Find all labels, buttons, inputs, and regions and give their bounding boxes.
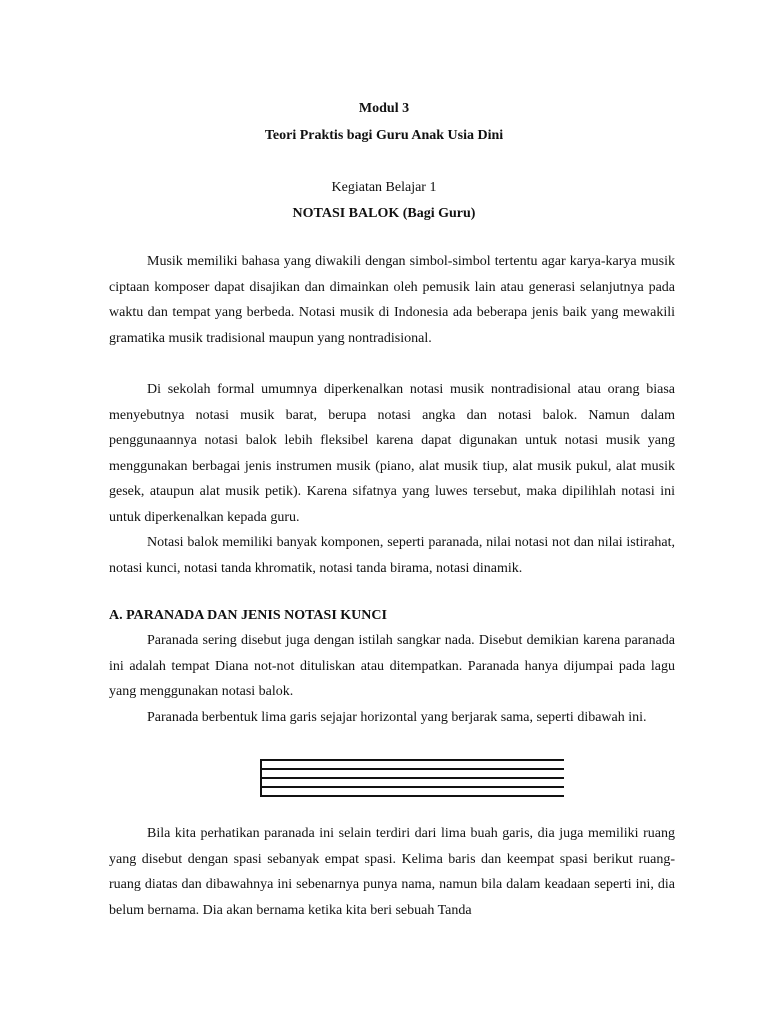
paragraph-intro: Musik memiliki bahasa yang diwakili dengan simbol-simbol tertentu agar karya-karya musik ciptaan komposer dapat disajikan dan dimainkan oleh pemusik lain atau generasi selanjutnya pada waktu dan tempat yang berbeda. Notasi musik di Indonesia ada beberapa jenis baik yang mewakili gramatika musik tradisional maupun yang nontradisional.	[109, 254, 675, 346]
staff-line	[260, 768, 564, 770]
staff-illustration	[260, 759, 564, 797]
activity-label: Kegiatan Belajar 1	[331, 180, 437, 195]
paragraph-paranada: Paranada sering disebut juga dengan istilah sangkar nada. Disebut demikian karena paranada ini adalah tempat Diana not-not dituliskan atau ditempatkan. Paranada hanya dijumpai pada lagu yang menggunakan notasi balok.	[109, 633, 675, 700]
paragraph-formal: Di sekolah formal umumnya diperkenalkan notasi musik nontradisional atau orang biasa menyebutnya notasi musik barat, berupa notasi angka dan notasi balok. Namun dalam penggunaannya notasi balok lebih fleksibel karena dapat digunakan untuk notasi musik yang menggunakan berbagai jenis instrumen musik (piano, alat musik tiup, alat musik pukul, alat musik gesek, ataupun alat musik petik). Karena sifatnya yang luwes tersebut, maka dipilihlah notasi ini untuk diperkenalkan kepada guru.	[109, 382, 675, 525]
paragraph-staff-explained: Bila kita perhatikan paranada ini selain terdiri dari lima buah garis, dia juga memiliki ruang yang disebut dengan spasi sebanyak empat spasi. Kelima baris dan keempat spasi berikut ruang-ruang diatas dan dibawahnya ini sebenarnya punya nama, namun bila dalam keadaan seperti ini, dia belum bernama. Dia akan bernama ketika kita beri sebuah Tanda	[109, 826, 675, 918]
topic-title: NOTASI BALOK (Bagi Guru)	[292, 206, 476, 221]
paragraph-components: Notasi balok memiliki banyak komponen, seperti paranada, nilai notasi not dan nilai istirahat, notasi kunci, notasi tanda khromatik, notasi tanda birama, notasi dinamik.	[109, 535, 675, 576]
staff-line	[260, 777, 564, 779]
paragraph-paranada-shape: Paranada berbentuk lima garis sejajar horizontal yang berjarak sama, seperti dibawah ini.	[147, 710, 647, 725]
staff-line	[260, 786, 564, 788]
module-title: Modul 3	[358, 101, 410, 116]
staff-line	[260, 795, 564, 797]
module-subtitle: Teori Praktis bagi Guru Anak Usia Dini	[264, 128, 504, 143]
section-heading-paranada: A. PARANADA DAN JENIS NOTASI KUNCI	[109, 608, 387, 623]
staff-line	[260, 759, 564, 761]
